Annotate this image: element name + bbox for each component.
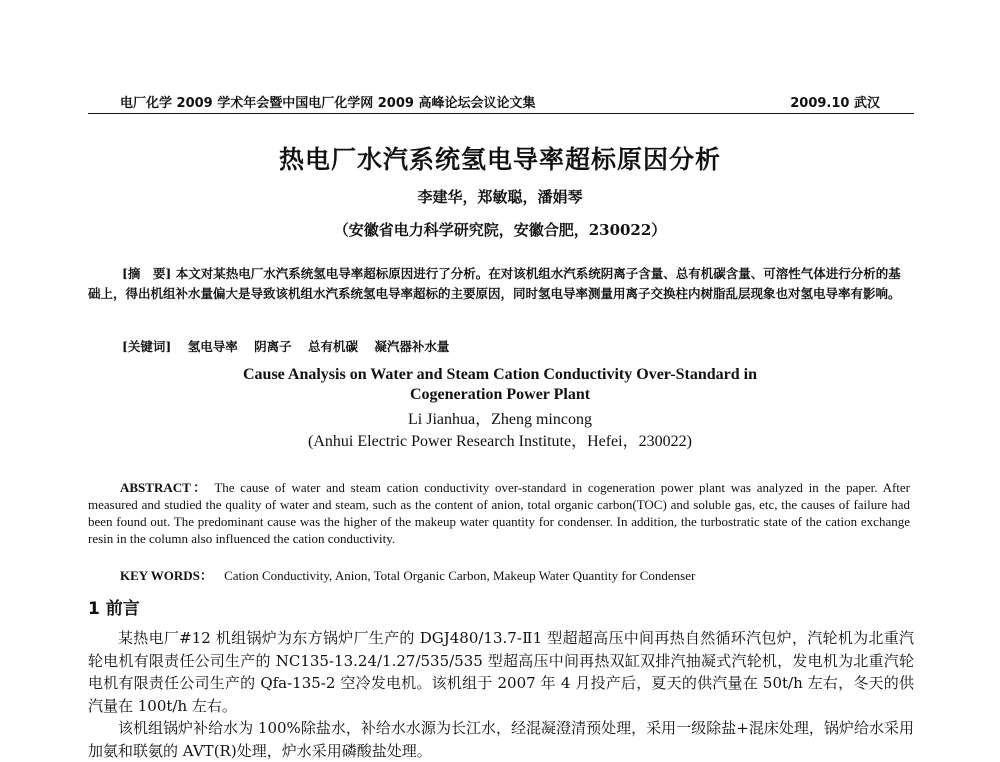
english-title (0, 365, 1000, 405)
section-heading: 1 前言 (88, 599, 140, 619)
english-affiliation: (Anhui Electric Power Research Institute，Hefei，230022) (308, 433, 692, 450)
keyword-cn: 氢电导率 (187, 339, 238, 354)
chinese-abstract (88, 264, 910, 304)
section-body (88, 627, 914, 762)
keywords-en-label: KEY WORDS： (120, 568, 213, 583)
abstract-cn-label: [摘 要] (122, 266, 172, 281)
body-paragraph: 某热电厂#12 机组锅炉为东方锅炉厂生产的 DGJ480/13.7-Ⅱ1 型超超高压中间再热自然循环汽包炉，汽轮机为北重汽轮电机有限责任公司生产的 NC135-13.24/1.27/535/535 型超高压中间再热双缸双排汽抽凝式汽轮机，发电机为北重汽轮电机有限责任公司生产的 Qfa-135-2 空冷发电机。该机组于 2007 年 4 月投产后，夏天的供汽量在 50t/h 左右，冬天的供汽量在 100t/h 左右。 (88, 629, 914, 715)
english-title-line: Cogeneration Power Plant (409, 386, 591, 403)
paper-title: 热电厂水汽系统氢电导率超标原因分析 (278, 145, 721, 174)
author-list: 李建华，郑敏聪，潘娟琴 (417, 188, 583, 206)
affiliation: （安徽省电力科学研究院，安徽合肥，230022） (333, 221, 667, 239)
english-authors: Li Jianhua，Zheng mincong (408, 411, 592, 428)
english-title-line: Cause Analysis on Water and Steam Cation Conductivity Over-Standard in (243, 366, 757, 383)
running-header (120, 92, 880, 111)
header-date-place: 2009.10 武汉 (790, 96, 880, 111)
english-abstract (88, 479, 910, 547)
abstract-en-label: ABSTRACT： (120, 480, 209, 495)
keywords-cn-label: [关键词] (122, 339, 172, 354)
abstract-cn-text: 本文对某热电厂水汽系统氢电导率超标原因进行了分析。在对该机组水汽系统阴离子含量、总有机碳含量、可溶性气体进行分析的基础上，得出机组补水量偏大是导致该机组水汽系统氢电导率超标的主要原因，同时氢电导率测量用离子交换柱内树脂乱层现象也对氢电导率有影响。 (88, 266, 901, 301)
abstract-en-text: The cause of water and steam cation conductivity over-standard in cogeneration power plant was analyzed in the paper. After measured and studied the quality of water and steam, such as the content of anion, total organic carbon(TOC) and soluble gas, etc, the causes of failure had been found out. The predominant cause was the higher of the makeup water quantity for condenser. In addition, the turbostratic state of the cation exchange resin in the column also influenced the cation conductivity. (88, 480, 911, 546)
english-keywords (120, 565, 695, 584)
keyword-cn: 凝汽器补水量 (374, 339, 450, 354)
keyword-cn: 阴离子 (254, 339, 292, 354)
header-rule (88, 113, 914, 114)
body-paragraph: 该机组锅炉补给水为 100%除盐水，补给水水源为长江水，经混凝澄清预处理，采用一级除盐+混床处理，锅炉给水采用加氨和联氨的 AVT(R)处理，炉水采用磷酸盐处理。 (88, 719, 914, 760)
keywords-en-text: Cation Conductivity, Anion, Total Organic Carbon, Makeup Water Quantity for Condenser (224, 568, 696, 583)
keyword-cn: 总有机碳 (307, 339, 358, 354)
header-proceedings: 电厂化学 2009 学术年会暨中国电厂化学网 2009 高峰论坛会议论文集 (120, 96, 536, 111)
chinese-keywords (122, 337, 449, 355)
